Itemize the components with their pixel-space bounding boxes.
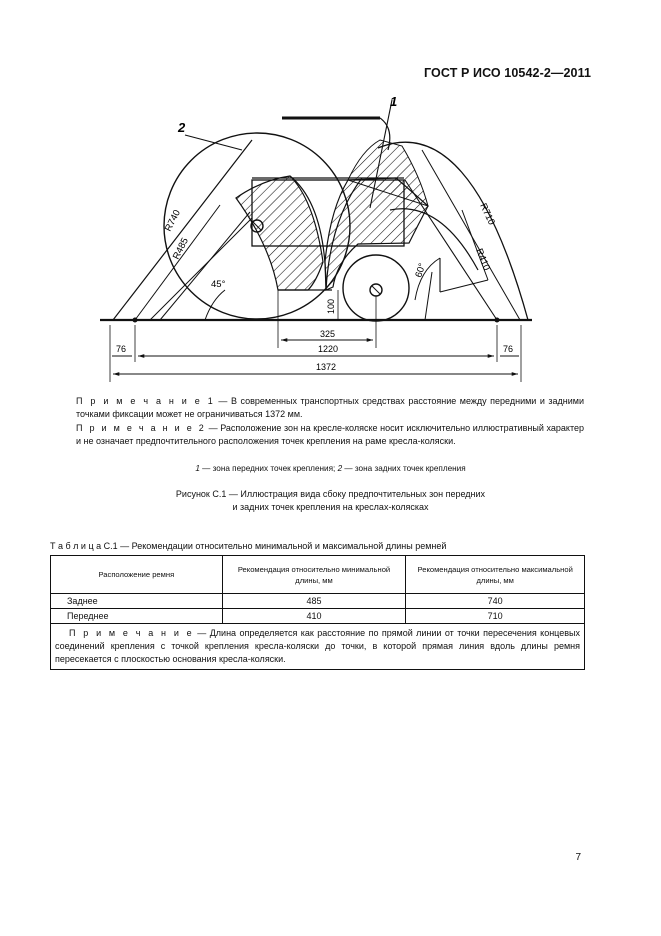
note-1-text: — В современных транспортных средствах расстояние между передними и задними точками фиксации может не ограничиваться 1372 мм. (76, 396, 584, 419)
header-max: Рекомендация относительно максимальной длины, мм (406, 556, 585, 594)
document-header: ГОСТ Р ИСО 10542-2—2011 (424, 66, 591, 80)
cell-location: Заднее (51, 594, 223, 609)
rear-zone-hatched (236, 176, 323, 290)
cell-max: 740 (406, 594, 585, 609)
table-row (51, 609, 585, 624)
page-number: 7 (575, 852, 581, 863)
dim-76-right: 76 (503, 344, 514, 354)
note-1-label: П р и м е ч а н и е 1 (76, 396, 215, 406)
note-2-label: П р и м е ч а н и е 2 (76, 423, 206, 433)
legend-text-2: — зона задних точек крепления (342, 464, 466, 473)
figure-caption (0, 488, 661, 514)
label-r410: R410 (473, 247, 492, 273)
wheelchair-zones-figure (0, 0, 661, 390)
recommendations-table (50, 555, 585, 670)
caption-line-1: Рисунок С.1 — Иллюстрация вида сбоку предпочтительных зон передних (175, 489, 486, 499)
label-60deg: 60° (413, 261, 429, 279)
cell-max: 710 (406, 609, 585, 624)
header-location: Расположение ремня (51, 556, 223, 594)
caption-line-2: и задних точек крепления на креслах-колясках (232, 502, 429, 512)
label-r485: R485 (170, 236, 191, 262)
label-r740: R740 (162, 208, 183, 234)
table-note (51, 624, 585, 670)
table-header-row (51, 556, 585, 594)
note-2 (76, 422, 584, 448)
legend-num-2: 2 (337, 464, 343, 473)
legend-num-1: 1 (195, 464, 200, 473)
legend-text-1: — зона передних точек крепления; (199, 464, 338, 473)
table-title: Т а б л и ц а С.1 — Рекомендации относительно минимальной и максимальной длины ремней (50, 541, 447, 551)
callout-1: 1 (390, 94, 398, 109)
dim-1220: 1220 (318, 344, 339, 354)
label-r710: R710 (477, 201, 497, 227)
figure-legend (0, 464, 661, 473)
note-1 (76, 395, 584, 421)
note-2-text: — Расположение зон на кресле-коляске носит исключительно иллюстративный характер и не означает предпочтительного расположения точек крепления на раме кресла-коляски. (76, 423, 584, 446)
cell-min: 485 (222, 594, 406, 609)
label-100: 100 (326, 298, 336, 314)
dim-325: 325 (320, 329, 336, 339)
table-note-text: — Длина определяется как расстояние по прямой линии от точки пересечения концевых соединений крепления с точкой крепления кресла-коляски до точки, в которой прямая линия вдоль длины ремня пересекается с плоскостью основания кресла-коляски. (55, 627, 580, 664)
dim-1372: 1372 (316, 362, 337, 372)
label-45deg: 45° (211, 279, 226, 290)
cell-location: Переднее (51, 609, 223, 624)
dim-76-left: 76 (116, 344, 127, 354)
header-min: Рекомендация относительно минимальной длины, мм (222, 556, 406, 594)
table-note-label: П р и м е ч а н и е (69, 627, 194, 638)
cell-min: 410 (222, 609, 406, 624)
callout-2: 2 (178, 120, 186, 135)
table-row (51, 594, 585, 609)
table-note-row (51, 624, 585, 670)
